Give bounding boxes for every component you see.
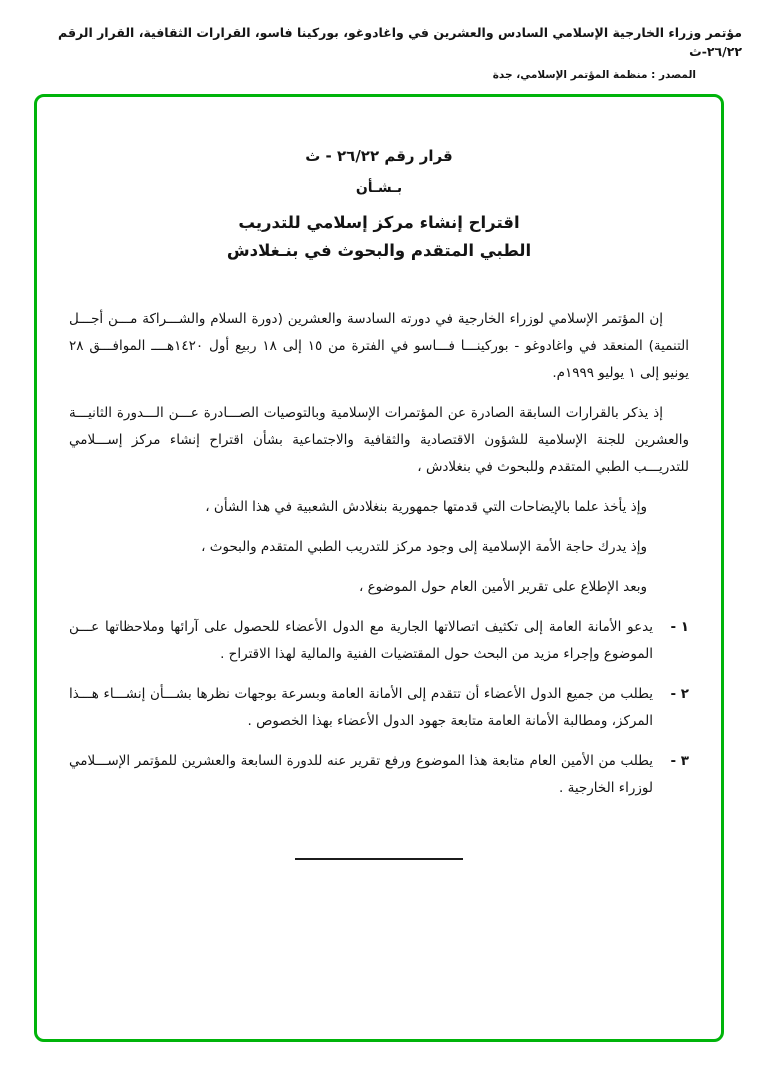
subject-title-line-1: اقتراح إنشاء مركز إسلامي للتدريب [238,212,520,232]
header-source: المصدر : منظمة المؤتمر الإسلامي، جدة [492,68,696,81]
subject-label: بـشـأن [355,179,403,196]
preamble-clause: وإذ يأخذ علما بالإيضاحات التي قدمتها جمهورية بنغلادش الشعبية في هذا الشأن ، [205,499,647,516]
item-text: يدعو الأمانة العامة إلى تكثيف اتصالاتها الجارية مع الدول الأعضاء للحصول على آرائها وملاحظاتها عـــن الموضوع وإجراء مزيد من البحث حول المقتضيات الفنية والمالية لهذا الاقتراح . [69,619,653,663]
preamble-clause: وإذ يدرك حاجة الأمة الإسلامية إلى وجود مركز للتدريب الطبي المتقدم والبحوث ، [201,539,647,556]
item-number: ٢ - [670,686,689,703]
operative-items [69,614,689,802]
item-number: ١ - [670,619,689,636]
header-citation: مؤتمر وزراء الخارجية الإسلامي السادس والعشرين في واغادوغو، بوركينا فاسو، القرارات الثقافية، القرار الرقم ٢٦/٢٢-ث [58,25,742,59]
document-frame [34,94,724,1042]
operative-item [69,614,689,668]
operative-item [69,681,689,735]
title-block [69,147,689,267]
operative-item [69,748,689,802]
preamble-clause: وبعد الإطلاع على تقرير الأمين العام حول الموضوع ، [358,579,647,596]
preamble-paragraph: إن المؤتمر الإسلامي لوزراء الخارجية في دورته السادسة والعشرين (دورة السلام والشـــراكة مـــن أجـــل التنمية) المنعقد في واغادوغو - بوركينـــا فـــاسو في الفترة من ١٥ إلى ١٨ ربيع أول ١٤٢٠هــــ الموافـــق ٢٨ يونيو إلى ١ يوليو ١٩٩٩م. [69,311,690,382]
resolution-number: قرار رقم ٢٦/٢٢ - ث [305,146,453,165]
signature-divider [295,858,463,860]
document-body [69,306,689,860]
preamble-paragraph: إذ يذكر بالقرارات السابقة الصادرة عن المؤتمرات الإسلامية وبالتوصيات الصـــادرة عـــن الـــدورة الثانيـــة والعشرين للجنة الإسلامية للشؤون الاقتصادية والثقافية والاجتماعية بشأن اقتراح إنشاء مركز إســـلامي للتدريـــب الطبي المتقدم وللبحوث في بنغلادش ، [69,405,689,476]
page-header [0,0,758,81]
item-text: يطلب من جميع الدول الأعضاء أن تتقدم إلى الأمانة العامة وبسرعة بوجهات نظرها بشـــأن إنشـــاء هـــذا المركز، ومطالبة الأمانة العامة متابعة جهود الدول الأعضاء بهذا الخصوص . [69,686,653,730]
item-number: ٣ - [670,753,689,770]
subject-title-line-2: الطبي المتقدم والبحوث في بنـغلادش [226,241,532,261]
item-text: يطلب من الأمين العام متابعة هذا الموضوع ورفع تقرير عنه للدورة السابعة والعشرين للمؤتمر الإســـلامي لوزراء الخارجية . [69,753,653,797]
